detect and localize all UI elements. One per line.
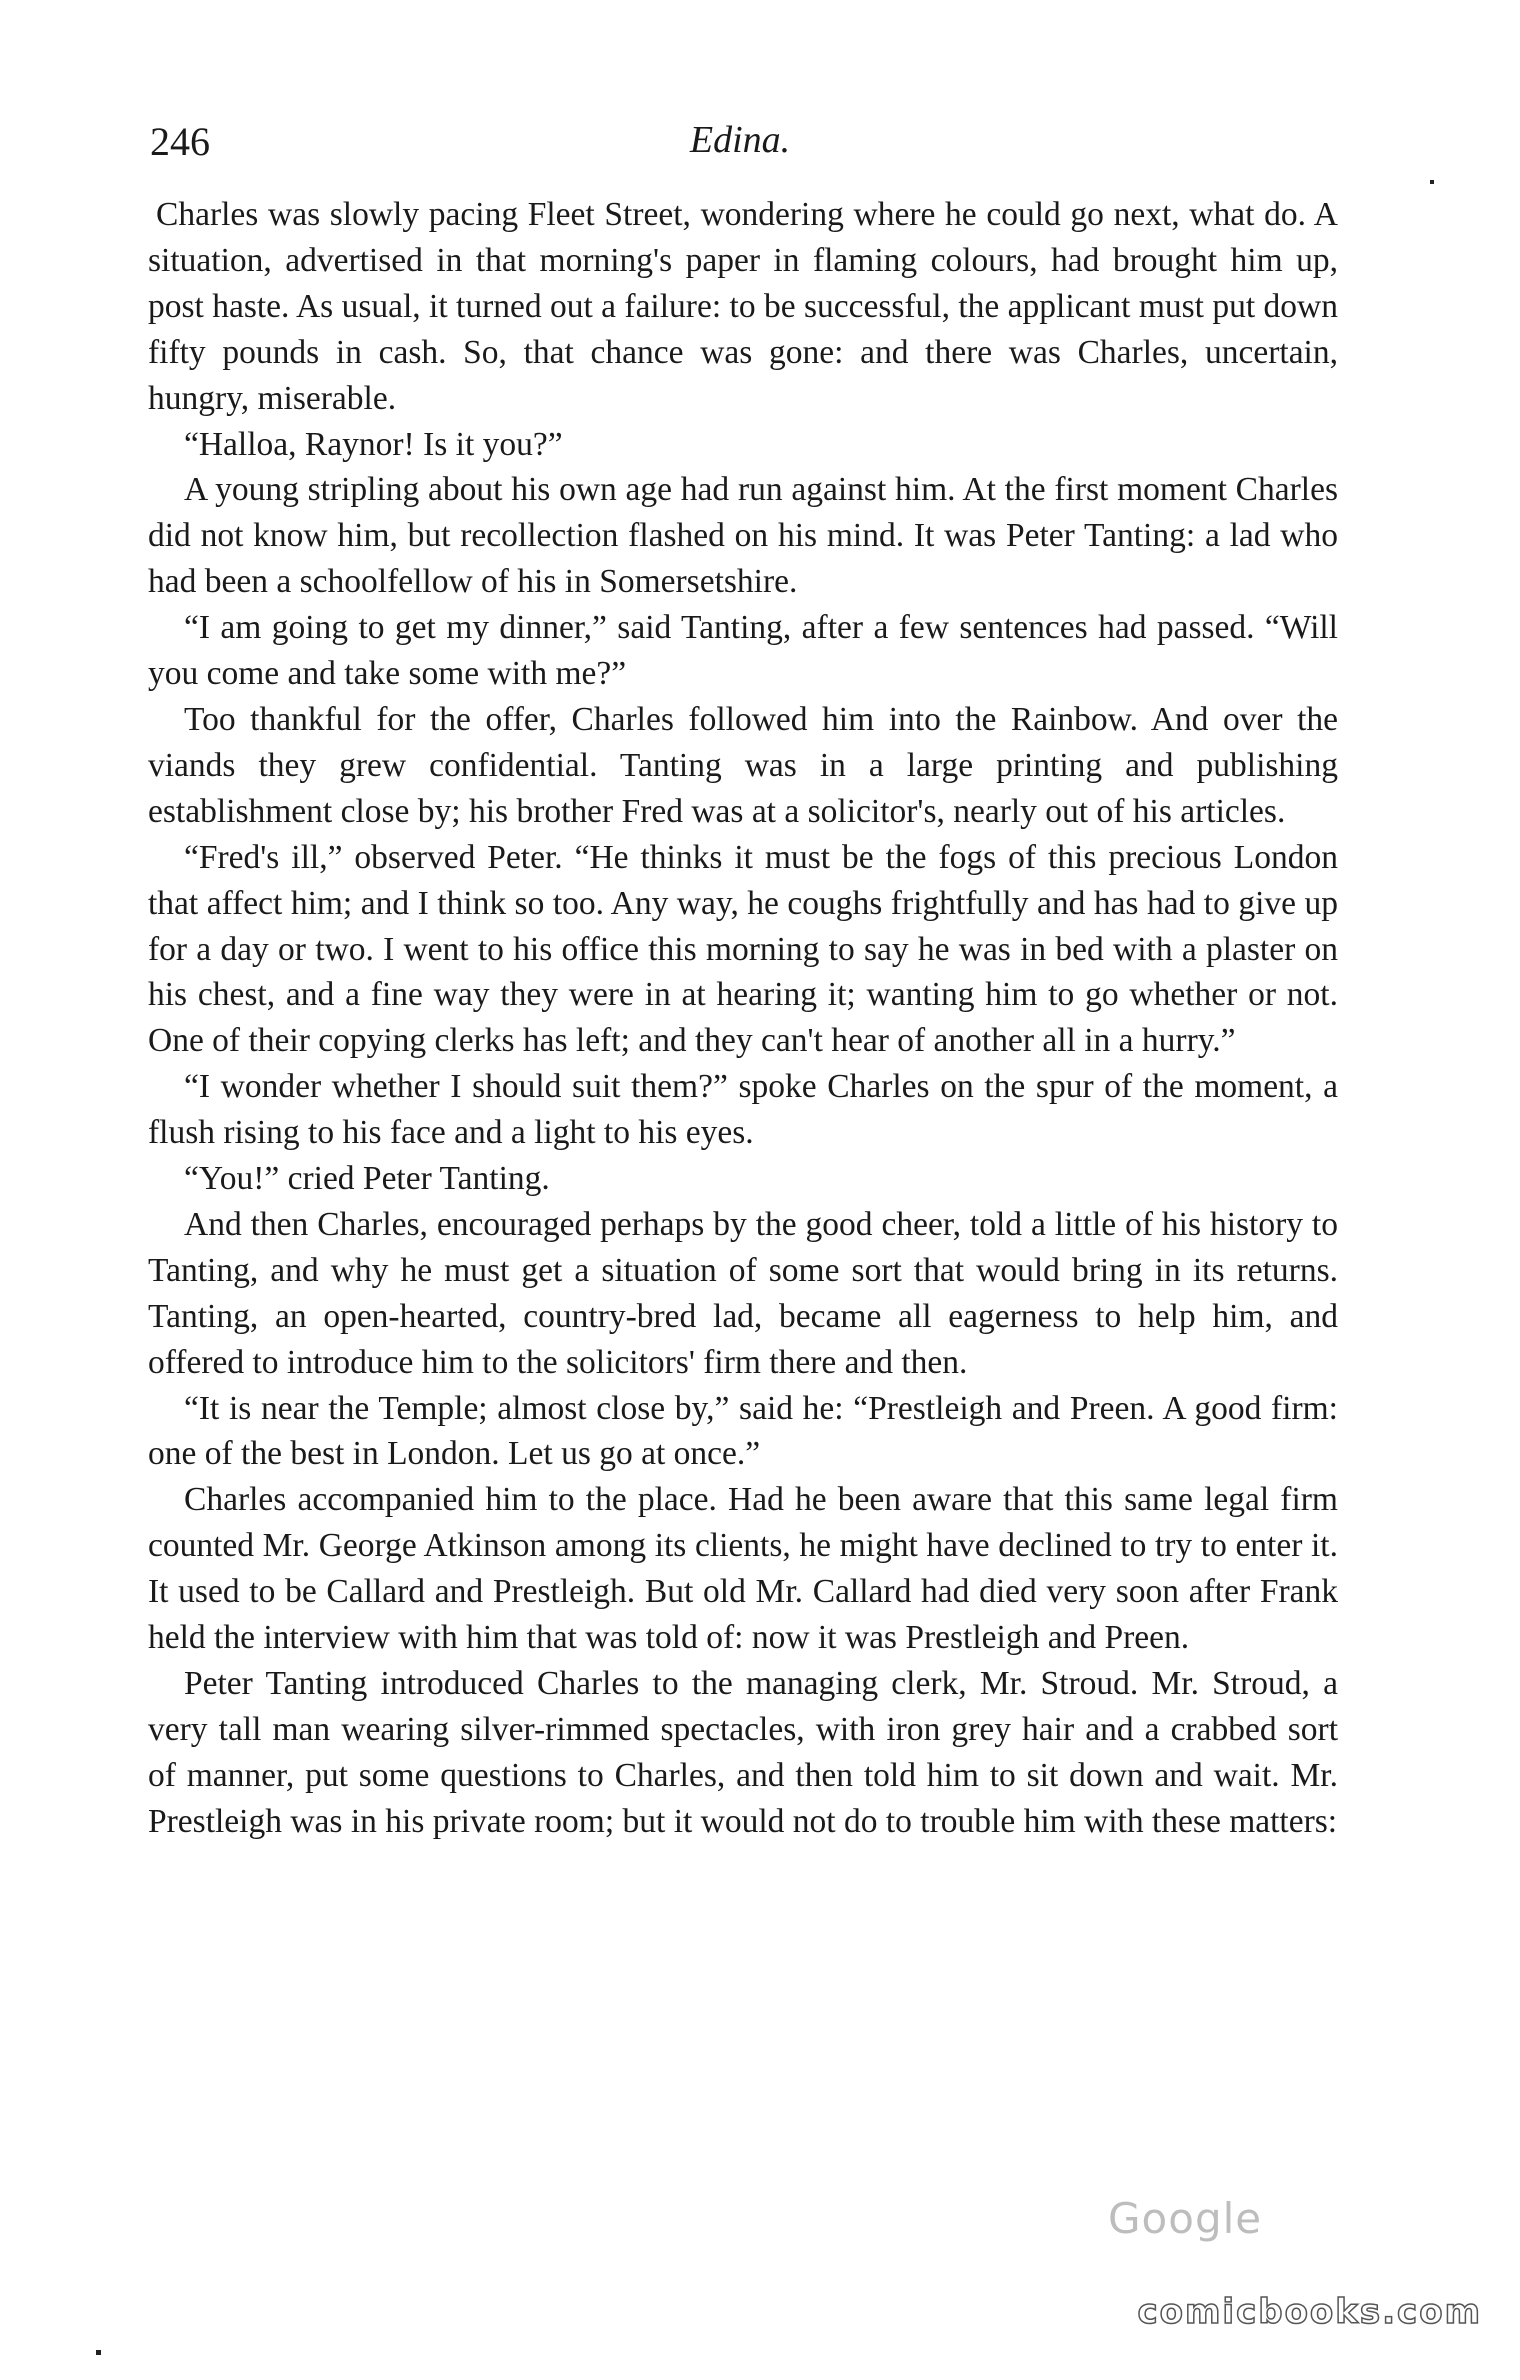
paragraph: “I am going to get my dinner,” said Tanting, after a few sentences had passed. “Will you come and take some with me?” xyxy=(148,609,1338,693)
paragraph: Peter Tanting introduced Charles to the managing clerk, Mr. Stroud. Mr. Stroud, a very tall man wearing silver-rimmed spectacles, with iron grey hair and a crabbed sort of manner, put some questions to Charles, and then told him to sit down and wait. Mr. Prestleigh was in his private room; but it would not do to trouble him with these matters: xyxy=(148,1665,1338,1840)
paragraph: “It is near the Temple; almost close by,” said he: “Prestleigh and Preen. A good firm: one of the best in London. Let us go at once.” xyxy=(148,1389,1338,1473)
body-text xyxy=(148,192,1338,1845)
paragraph: Charles was slowly pacing Fleet Street, wondering where he could go next, what do. A situation, advertised in that morning's paper in flaming colours, had brought him up, post haste. As usual, it turned out a failure: to be successful, the applicant must put down fifty pounds in cash. So, that chance was gone: and there was Charles, uncertain, hungry, miserable. xyxy=(148,196,1338,417)
scan-speck xyxy=(96,2350,101,2355)
paragraph: And then Charles, encouraged perhaps by the good cheer, told a little of his history to Tanting, and why he must get a situation of some sort that would bring in its returns. Tanting, an open-hearted, country-bred lad, became all eagerness to help him, and offered to introduce him to the solicitors' firm there and then. xyxy=(148,1205,1338,1381)
running-title: Edina. xyxy=(689,119,791,161)
page-number: 246 xyxy=(150,119,210,164)
paragraph: “You!” cried Peter Tanting. xyxy=(184,1160,550,1198)
google-watermark: Google xyxy=(1108,2194,1263,2243)
site-credit: comicbooks.com xyxy=(1137,2292,1482,2332)
paragraph: Charles accompanied him to the place. Had he been aware that this same legal firm counted Mr. George Atkinson among its clients, he might have declined to try to enter it. It used to be Callard and Prestleigh. But old Mr. Callard had died very soon after Frank held the interview with him that was told of: now it was Prestleigh and Preen. xyxy=(148,1481,1338,1657)
page-header xyxy=(150,118,1330,178)
paragraph: A young stripling about his own age had run against him. At the first moment Charles did not know him, but recollection flashed on his mind. It was Peter Tanting: a lad who had been a schoolfellow of his in Somersetshire. xyxy=(148,471,1338,601)
paragraph: “Fred's ill,” observed Peter. “He thinks it must be the fogs of this precious London that affect him; and I think so too. Any way, he coughs frightfully and has had to give up for a day or two. I went to his office this morning to say he was in bed with a plaster on his chest, and a fine way they were in at hearing it; wanting him to go whether or not. One of their copying clerks has left; and they can't hear of another all in a hurry.” xyxy=(148,838,1338,1060)
paragraph: “I wonder whether I should suit them?” spoke Charles on the spur of the moment, a flush rising to his face and a light to his eyes. xyxy=(148,1068,1338,1152)
paragraph: Too thankful for the offer, Charles followed him into the Rainbow. And over the viands they grew confidential. Tanting was in a large printing and publishing establishment close by; his brother Fred was at a solicitor's, nearly out of his articles. xyxy=(148,700,1338,830)
paragraph: “Halloa, Raynor! Is it you?” xyxy=(184,425,563,463)
scan-speck xyxy=(1430,180,1434,184)
